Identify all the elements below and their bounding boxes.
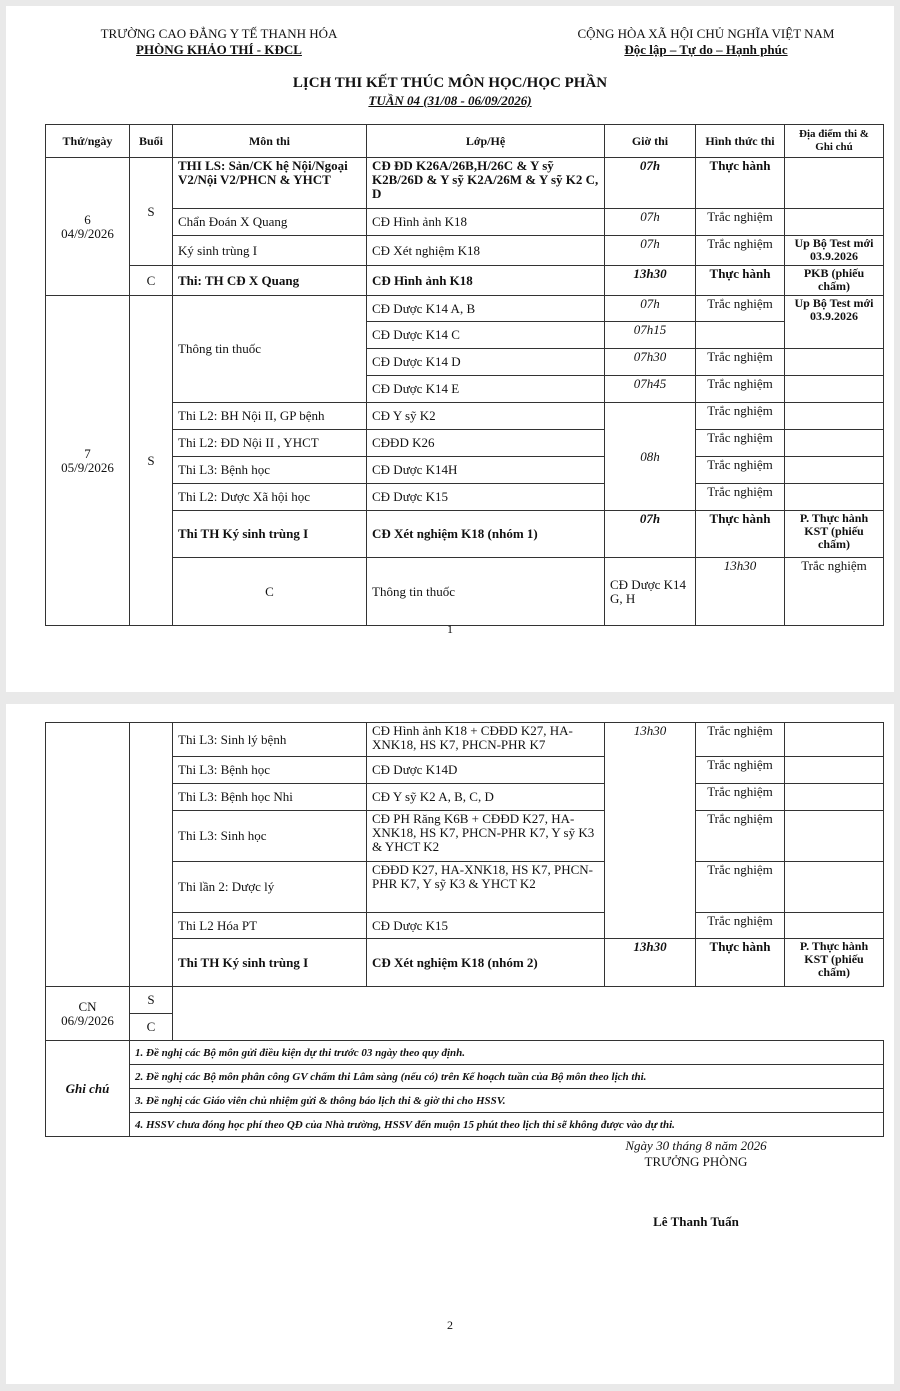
subject-cell: Thi TH Ký sinh trùng I	[173, 939, 367, 987]
form-cell: Trắc nghiệm	[696, 209, 785, 236]
table-header-row	[46, 125, 884, 158]
class-cell: CĐ Dược K14D	[367, 757, 605, 784]
class-cell: CĐ Hình ảnh K18 + CĐĐD K27, HA-XNK18, HS K7, PHCN-PHR K7	[367, 723, 605, 757]
note-cell	[785, 913, 884, 939]
form-cell: Trắc nghiệm	[696, 296, 785, 322]
form-cell: Thực hành	[696, 511, 785, 558]
schedule-table-1	[45, 124, 884, 626]
time-cell: 07h45	[605, 376, 696, 403]
note-cell	[785, 862, 884, 913]
session-cell: C	[130, 1014, 173, 1041]
col-header-session: Buổi	[130, 125, 173, 158]
schedule-table-2	[45, 722, 884, 1137]
col-header-subject: Môn thi	[173, 125, 367, 158]
form-cell	[696, 322, 785, 349]
form-cell: Trắc nghiệm	[696, 811, 785, 862]
day-number: 7	[84, 445, 91, 461]
form-cell: Trắc nghiệm	[696, 862, 785, 913]
note-cell: Up Bộ Test mới 03.9.2026	[785, 236, 884, 266]
day-cell	[46, 158, 130, 296]
school-header	[54, 26, 384, 58]
day-date: 06/9/2026	[61, 1012, 114, 1028]
day-date: 04/9/2026	[61, 225, 114, 241]
page-number: 1	[447, 622, 453, 636]
class-cell: CĐ Xét nghiệm K18	[367, 236, 605, 266]
subject-cell: Ký sinh trùng I	[173, 236, 367, 266]
note-item: 4. HSSV chưa đóng học phí theo QĐ của Nhà trường, HSSV đến muộn 15 phút theo lịch thi sẽ không được vào dự thi.	[130, 1113, 884, 1137]
subject-cell: Thi L2 Hóa PT	[173, 913, 367, 939]
table-row	[46, 1014, 884, 1041]
empty-cell	[173, 987, 884, 1014]
note-item: 3. Đề nghị các Giáo viên chủ nhiệm gửi & thông báo lịch thi & giờ thi cho HSSV.	[130, 1089, 884, 1113]
class-cell: CĐ Dược K14 A, B	[367, 296, 605, 322]
notes-label: Ghi chú	[46, 1041, 130, 1137]
time-cell: 08h	[605, 403, 696, 511]
school-name: TRƯỜNG CAO ĐẲNG Y TẾ THANH HÓA	[100, 26, 338, 41]
table-row	[46, 296, 884, 322]
note-cell	[785, 811, 884, 862]
time-cell: 13h30	[696, 558, 785, 626]
form-cell: Thực hành	[696, 266, 785, 296]
week-subtitle: TUẦN 04 (31/08 - 06/09/2026)	[368, 93, 532, 108]
subject-cell: Chẩn Đoán X Quang	[173, 209, 367, 236]
session-cell: C	[173, 558, 367, 626]
note-cell	[785, 430, 884, 457]
day-cell	[46, 987, 130, 1041]
class-cell: CĐ Xét nghiệm K18 (nhóm 1)	[367, 511, 605, 558]
subject-cell: Thi L2: ĐD Nội II , YHCT	[173, 430, 367, 457]
form-cell: Trắc nghiệm	[696, 913, 785, 939]
form-cell: Trắc nghiệm	[696, 349, 785, 376]
form-cell: Trắc nghiệm	[696, 376, 785, 403]
note-item: 2. Đề nghị các Bộ môn phân công GV chấm thi Lâm sàng (nếu có) trên Kế hoạch tuần của Bộ môn theo lịch thi.	[130, 1065, 884, 1089]
note-cell	[785, 376, 884, 403]
time-cell: 07h	[605, 236, 696, 266]
notes-row	[46, 1113, 884, 1137]
note-cell	[785, 784, 884, 811]
time-cell: 07h	[605, 158, 696, 209]
form-cell: Trắc nghiệm	[696, 457, 785, 484]
class-cell: CĐĐD K27, HA-XNK18, HS K7, PHCN-PHR K7, Y sỹ K3 & YHCT K2	[367, 862, 605, 913]
signature-block	[586, 1138, 806, 1170]
national-title: CỘNG HÒA XÃ HỘI CHỦ NGHĨA VIỆT NAM	[577, 26, 835, 41]
note-cell: PKB (phiếu chấm)	[785, 266, 884, 296]
col-header-form: Hình thức thi	[696, 125, 785, 158]
title-text: LỊCH THI KẾT THÚC MÔN HỌC/HỌC PHẦN	[292, 75, 608, 91]
document-title	[6, 74, 894, 110]
notes-row	[46, 1089, 884, 1113]
empty-cell	[173, 1014, 884, 1041]
notes-row	[46, 1065, 884, 1089]
subject-cell: Thi: TH CĐ X Quang	[173, 266, 367, 296]
session-cell: S	[130, 158, 173, 266]
class-cell: CĐ PH Răng K6B + CĐĐD K27, HA-XNK18, HS K7, PHCN-PHR K7, Y sỹ K3 & YHCT K2	[367, 811, 605, 862]
subject-cell: Thi L2: Dược Xã hội học	[173, 484, 367, 511]
note-item: 1. Đề nghị các Bộ môn gửi điều kiện dự thi trước 03 ngày theo quy định.	[130, 1041, 884, 1065]
note-cell	[785, 723, 884, 757]
class-cell: CĐ Dược K15	[367, 913, 605, 939]
time-cell: 07h	[605, 511, 696, 558]
note-cell	[785, 484, 884, 511]
form-cell: Trắc nghiệm	[696, 236, 785, 266]
subject-cell: Thông tin thuốc	[173, 296, 367, 403]
col-header-note: Địa điểm thi & Ghi chú	[785, 125, 884, 158]
class-cell: CĐ Dược K14 D	[367, 349, 605, 376]
subject-cell: Thi L3: Bệnh học	[173, 457, 367, 484]
form-cell: Trắc nghiệm	[696, 430, 785, 457]
form-cell: Trắc nghiệm	[696, 723, 785, 757]
form-cell: Trắc nghiệm	[785, 558, 884, 626]
time-cell: 07h	[605, 296, 696, 322]
class-cell: CĐ ĐD K26A/26B,H/26C & Y sỹ K2B/26D & Y sỹ K2A/26M & Y sỹ K2 C, D	[367, 158, 605, 209]
table-row	[46, 266, 884, 296]
class-cell: CĐĐD K26	[367, 430, 605, 457]
note-cell	[785, 757, 884, 784]
class-cell: CĐ Dược K14 G, H	[605, 558, 696, 626]
table-row	[46, 158, 884, 209]
signature-name: Lê Thanh Tuấn	[653, 1214, 739, 1229]
note-cell: Up Bộ Test mới 03.9.2026	[785, 296, 884, 349]
form-cell: Trắc nghiệm	[696, 403, 785, 430]
form-cell: Trắc nghiệm	[696, 757, 785, 784]
note-cell	[785, 457, 884, 484]
time-cell: 13h30	[605, 939, 696, 987]
col-header-day: Thứ/ngày	[46, 125, 130, 158]
table-row	[46, 987, 884, 1014]
subject-cell: Thi L3: Bệnh học	[173, 757, 367, 784]
page-number: 2	[447, 1318, 453, 1332]
session-cell	[130, 723, 173, 987]
subject-cell: Thông tin thuốc	[367, 558, 605, 626]
class-cell: CĐ Hình ảnh K18	[367, 266, 605, 296]
department-name: PHÒNG KHẢO THÍ - KĐCL	[136, 42, 302, 57]
form-cell: Trắc nghiệm	[696, 484, 785, 511]
note-cell: P. Thực hành KST (phiếu chấm)	[785, 939, 884, 987]
subject-cell: Thi TH Ký sinh trùng I	[173, 511, 367, 558]
note-cell	[785, 349, 884, 376]
time-cell: 13h30	[605, 723, 696, 939]
subject-cell: Thi L2: BH Nội II, GP bệnh	[173, 403, 367, 430]
class-cell: CĐ Dược K15	[367, 484, 605, 511]
national-header	[526, 26, 886, 58]
class-cell: CĐ Dược K14 C	[367, 322, 605, 349]
class-cell: CĐ Hình ảnh K18	[367, 209, 605, 236]
time-cell: 13h30	[605, 266, 696, 296]
subject-cell: THI LS: Sản/CK hệ Nội/Ngoại V2/Nội V2/PHCN & YHCT	[173, 158, 367, 209]
day-cell	[46, 723, 130, 987]
time-cell: 07h30	[605, 349, 696, 376]
session-cell: S	[130, 296, 173, 626]
form-cell: Thực hành	[696, 158, 785, 209]
class-cell: CĐ Y sỹ K2	[367, 403, 605, 430]
col-header-class: Lớp/Hệ	[367, 125, 605, 158]
national-motto: Độc lập – Tự do – Hạnh phúc	[624, 42, 788, 57]
session-cell: S	[130, 987, 173, 1014]
class-cell: CĐ Dược K14 E	[367, 376, 605, 403]
session-cell: C	[130, 266, 173, 296]
class-cell: CĐ Dược K14H	[367, 457, 605, 484]
col-header-time: Giờ thi	[605, 125, 696, 158]
day-date: 05/9/2026	[61, 459, 114, 475]
form-cell: Thực hành	[696, 939, 785, 987]
notes-row	[46, 1041, 884, 1065]
form-cell: Trắc nghiệm	[696, 784, 785, 811]
subject-cell: Thi lần 2: Dược lý	[173, 862, 367, 913]
page-2	[6, 704, 894, 1384]
note-cell	[785, 158, 884, 209]
day-cell	[46, 296, 130, 626]
subject-cell: Thi L3: Sinh học	[173, 811, 367, 862]
class-cell: CĐ Y sỹ K2 A, B, C, D	[367, 784, 605, 811]
day-number: CN	[78, 998, 97, 1014]
class-cell: CĐ Xét nghiệm K18 (nhóm 2)	[367, 939, 605, 987]
time-cell: 07h	[605, 209, 696, 236]
signature-date: Ngày 30 tháng 8 năm 2026	[625, 1138, 767, 1153]
note-cell	[785, 209, 884, 236]
table-row	[46, 723, 884, 757]
page-1	[6, 6, 894, 692]
subject-cell: Thi L3: Sinh lý bệnh	[173, 723, 367, 757]
signature-role: TRƯỞNG PHÒNG	[644, 1154, 748, 1169]
note-cell: P. Thực hành KST (phiếu chấm)	[785, 511, 884, 558]
subject-cell: Thi L3: Bệnh học Nhi	[173, 784, 367, 811]
time-cell: 07h15	[605, 322, 696, 349]
day-number: 6	[84, 211, 91, 227]
note-cell	[785, 403, 884, 430]
